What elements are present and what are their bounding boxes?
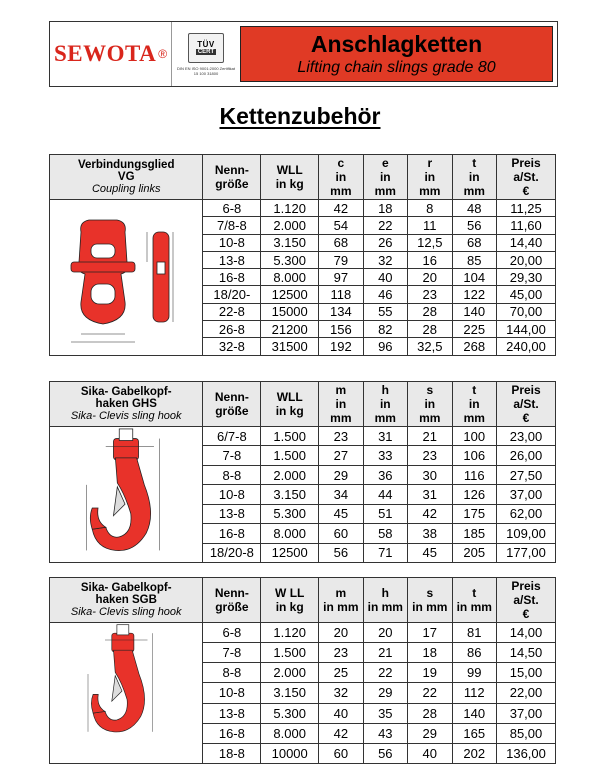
table-cell: 1.120	[261, 623, 319, 643]
table-cell: 56	[363, 743, 407, 763]
column-header: Nenn- größe	[203, 155, 261, 200]
table-cell: 22	[408, 683, 452, 703]
table-cell: 122	[452, 286, 496, 303]
table-cell: 13-8	[203, 251, 261, 268]
table-cell: 20	[363, 623, 407, 643]
table-cell: 46	[363, 286, 407, 303]
table-cell: 22	[363, 217, 407, 234]
clevis-hook-icon	[61, 427, 191, 562]
table-row	[50, 623, 556, 643]
table-cell: 205	[452, 543, 496, 562]
table-cell: 28	[408, 321, 452, 338]
table-cell: 43	[363, 723, 407, 743]
brand-name: SEWOTA	[53, 41, 157, 66]
table-cell: 36	[363, 465, 407, 484]
table-cell: 6/7-8	[203, 427, 261, 446]
table-cell: 68	[452, 234, 496, 251]
table-cell: 29	[408, 723, 452, 743]
table-cell: 29,30	[496, 269, 555, 286]
table-cell: 35	[363, 703, 407, 723]
table-cell: 165	[452, 723, 496, 743]
table-cell: 44	[363, 485, 407, 504]
table-cell: 8.000	[261, 269, 319, 286]
table-cell: 20	[408, 269, 452, 286]
table-cell: 14,40	[496, 234, 555, 251]
table-cell: 1.120	[261, 200, 319, 217]
table-cell: 225	[452, 321, 496, 338]
table-cell: 26,00	[496, 446, 555, 465]
table-cell: 7-8	[203, 446, 261, 465]
table-cell: 27,50	[496, 465, 555, 484]
table-cell: 26-8	[203, 321, 261, 338]
table-cell: 71	[363, 543, 407, 562]
table-header-row	[50, 155, 556, 200]
table-cell: 31	[408, 485, 452, 504]
column-header: m in mm	[319, 578, 363, 623]
table-cell: 202	[452, 743, 496, 763]
column-header: e in mm	[363, 155, 407, 200]
table-cell: 37,00	[496, 485, 555, 504]
table-cell: 18	[408, 643, 452, 663]
table-cell: 54	[319, 217, 363, 234]
table-cell: 85	[452, 251, 496, 268]
table-cell: 33	[363, 446, 407, 465]
table-header-row	[50, 382, 556, 427]
table-cell: 34	[319, 485, 363, 504]
table-cell: 156	[319, 321, 363, 338]
table-cell: 185	[452, 524, 496, 543]
product-image-cell	[50, 623, 203, 764]
column-header: Preis a/St. €	[496, 155, 555, 200]
table-cell: 23	[319, 427, 363, 446]
table-cell: 42	[319, 723, 363, 743]
table-cell: 10-8	[203, 234, 261, 251]
clevis-hook-icon	[61, 623, 191, 763]
table-cell: 27	[319, 446, 363, 465]
table-cell: 134	[319, 303, 363, 320]
table-cell: 40	[408, 743, 452, 763]
column-header: W LL in kg	[261, 578, 319, 623]
column-header: h in mm	[363, 578, 407, 623]
table-cell: 28	[408, 303, 452, 320]
table-cell: 21200	[261, 321, 319, 338]
table-cell: 82	[363, 321, 407, 338]
table-cell: 56	[452, 217, 496, 234]
column-header: m in mm	[319, 382, 363, 427]
table-cell: 100	[452, 427, 496, 446]
column-header: Preis a/St. €	[496, 578, 555, 623]
table-body	[50, 578, 556, 764]
product-name-english: Sika- Clevis sling hook	[70, 606, 182, 618]
column-header: t in mm	[452, 578, 496, 623]
table-cell: 20,00	[496, 251, 555, 268]
column-header: s in mm	[408, 382, 452, 427]
table-row	[50, 427, 556, 446]
table-cell: 106	[452, 446, 496, 465]
product-name-cell	[50, 382, 203, 427]
table-cell: 13-8	[203, 703, 261, 723]
table-cell: 21	[408, 427, 452, 446]
table-cell: 25	[319, 663, 363, 683]
column-header: r in mm	[408, 155, 452, 200]
table-cell: 10-8	[203, 683, 261, 703]
column-header: s in mm	[408, 578, 452, 623]
table-cell: 45,00	[496, 286, 555, 303]
coupling-link-icon	[61, 202, 191, 352]
header-subtitle: Lifting chain slings grade 80	[297, 59, 496, 76]
table-cell: 40	[363, 269, 407, 286]
table-cell: 51	[363, 504, 407, 523]
brand-logo	[50, 22, 172, 86]
table-cell: 2.000	[261, 465, 319, 484]
table-cell: 12500	[261, 543, 319, 562]
table-cell: 23	[408, 286, 452, 303]
product-name-english: Sika- Clevis sling hook	[70, 410, 182, 422]
table-cell: 144,00	[496, 321, 555, 338]
table-cell: 55	[363, 303, 407, 320]
table-cell: 22,00	[496, 683, 555, 703]
product-name-english: Coupling links	[91, 183, 161, 195]
table-cell: 10-8	[203, 485, 261, 504]
table-cell: 16-8	[203, 269, 261, 286]
table-cell: 32	[319, 683, 363, 703]
table-cell: 192	[319, 338, 363, 355]
table-cell: 68	[319, 234, 363, 251]
table-cell: 20	[319, 623, 363, 643]
table-cell: 96	[363, 338, 407, 355]
table-cell: 23,00	[496, 427, 555, 446]
table-cell: 136,00	[496, 743, 555, 763]
table-cell: 42	[319, 200, 363, 217]
table-body	[50, 382, 556, 563]
clevis-hook-sgb-table	[49, 577, 556, 764]
table-cell: 8	[408, 200, 452, 217]
table-body	[50, 155, 556, 356]
product-name-line: haken GHS	[95, 398, 157, 410]
table-cell: 21	[363, 643, 407, 663]
table-cell: 32-8	[203, 338, 261, 355]
table-cell: 11,60	[496, 217, 555, 234]
header-title-box	[240, 26, 553, 82]
table-cell: 28	[408, 703, 452, 723]
product-name-line: Sika- Gabelkopf-	[80, 582, 172, 594]
tuv-cert-icon: TÜV CERT	[188, 33, 224, 63]
table-cell: 16-8	[203, 524, 261, 543]
product-name-line: VG	[117, 171, 135, 183]
table-cell: 56	[319, 543, 363, 562]
table-cell: 2.000	[261, 663, 319, 683]
table-cell: 60	[319, 524, 363, 543]
table-cell: 18	[363, 200, 407, 217]
table-cell: 177,00	[496, 543, 555, 562]
coupling-links-table	[49, 154, 556, 356]
product-name-line: Sika- Gabelkopf-	[80, 386, 172, 398]
table-cell: 1.500	[261, 446, 319, 465]
table-cell: 118	[319, 286, 363, 303]
table-cell: 42	[408, 504, 452, 523]
table-cell: 140	[452, 303, 496, 320]
table-cell: 17	[408, 623, 452, 643]
table-cell: 1.500	[261, 643, 319, 663]
table-cell: 1.500	[261, 427, 319, 446]
table-cell: 12500	[261, 286, 319, 303]
table-cell: 5.300	[261, 251, 319, 268]
table-cell: 14,50	[496, 643, 555, 663]
column-header: Nenn- größe	[203, 382, 261, 427]
table-cell: 40	[319, 703, 363, 723]
certification-badge	[172, 22, 240, 86]
table-cell: 45	[319, 504, 363, 523]
table-header-row	[50, 578, 556, 623]
product-name-line: haken SGB	[95, 594, 157, 606]
table-cell: 15000	[261, 303, 319, 320]
table-cell: 116	[452, 465, 496, 484]
product-image-cell	[50, 200, 203, 356]
table-cell: 8-8	[203, 663, 261, 683]
table-cell: 175	[452, 504, 496, 523]
table-cell: 22	[363, 663, 407, 683]
table-cell: 37,00	[496, 703, 555, 723]
table-cell: 29	[363, 683, 407, 703]
table-cell: 3.150	[261, 234, 319, 251]
table-cell: 8.000	[261, 723, 319, 743]
table-cell: 112	[452, 683, 496, 703]
table-cell: 14,00	[496, 623, 555, 643]
table-cell: 99	[452, 663, 496, 683]
table-cell: 6-8	[203, 623, 261, 643]
table-cell: 23	[408, 446, 452, 465]
clevis-hook-ghs-table	[49, 381, 556, 563]
product-name-line: Verbindungsglied	[77, 159, 175, 171]
column-header: Nenn- größe	[203, 578, 261, 623]
table-cell: 240,00	[496, 338, 555, 355]
registered-mark: ®	[158, 47, 168, 61]
table-cell: 109,00	[496, 524, 555, 543]
table-cell: 10000	[261, 743, 319, 763]
table-cell: 2.000	[261, 217, 319, 234]
table-cell: 18/20-	[203, 286, 261, 303]
table-cell: 7/8-8	[203, 217, 261, 234]
page-title: Kettenzubehör	[219, 103, 381, 129]
table-cell: 86	[452, 643, 496, 663]
table-cell: 268	[452, 338, 496, 355]
table-cell: 7-8	[203, 643, 261, 663]
table-cell: 26	[363, 234, 407, 251]
cert-text: DIN EN ISO 9001:2000 Zertifikat 15 100 31800	[176, 65, 236, 76]
table-cell: 11	[408, 217, 452, 234]
table-cell: 11,25	[496, 200, 555, 217]
table-cell: 60	[319, 743, 363, 763]
column-header: WLL in kg	[261, 382, 319, 427]
table-cell: 58	[363, 524, 407, 543]
table-cell: 79	[319, 251, 363, 268]
table-cell: 126	[452, 485, 496, 504]
table-cell: 3.150	[261, 485, 319, 504]
table-cell: 8.000	[261, 524, 319, 543]
table-cell: 16-8	[203, 723, 261, 743]
table-cell: 12,5	[408, 234, 452, 251]
column-header: WLL in kg	[261, 155, 319, 200]
column-header: t in mm	[452, 382, 496, 427]
table-cell: 18-8	[203, 743, 261, 763]
table-cell: 5.300	[261, 703, 319, 723]
table-cell: 48	[452, 200, 496, 217]
table-cell: 38	[408, 524, 452, 543]
table-cell: 18/20-8	[203, 543, 261, 562]
table-cell: 15,00	[496, 663, 555, 683]
table-cell: 62,00	[496, 504, 555, 523]
table-cell: 140	[452, 703, 496, 723]
table-cell: 6-8	[203, 200, 261, 217]
product-image-cell	[50, 427, 203, 563]
table-cell: 3.150	[261, 683, 319, 703]
table-cell: 104	[452, 269, 496, 286]
table-cell: 97	[319, 269, 363, 286]
page-header	[49, 21, 558, 87]
table-cell: 5.300	[261, 504, 319, 523]
table-cell: 29	[319, 465, 363, 484]
column-header: t in mm	[452, 155, 496, 200]
table-cell: 70,00	[496, 303, 555, 320]
table-cell: 8-8	[203, 465, 261, 484]
table-cell: 31	[363, 427, 407, 446]
table-cell: 22-8	[203, 303, 261, 320]
product-name-cell	[50, 578, 203, 623]
table-cell: 16	[408, 251, 452, 268]
table-cell: 23	[319, 643, 363, 663]
table-row	[50, 200, 556, 217]
table-cell: 19	[408, 663, 452, 683]
table-cell: 31500	[261, 338, 319, 355]
table-cell: 32,5	[408, 338, 452, 355]
column-header: c in mm	[319, 155, 363, 200]
table-cell: 45	[408, 543, 452, 562]
product-name-cell	[50, 155, 203, 200]
table-cell: 81	[452, 623, 496, 643]
column-header: Preis a/St. €	[496, 382, 555, 427]
table-cell: 32	[363, 251, 407, 268]
table-cell: 13-8	[203, 504, 261, 523]
column-header: h in mm	[363, 382, 407, 427]
table-cell: 30	[408, 465, 452, 484]
table-cell: 85,00	[496, 723, 555, 743]
header-title: Anschlagketten	[310, 31, 483, 57]
